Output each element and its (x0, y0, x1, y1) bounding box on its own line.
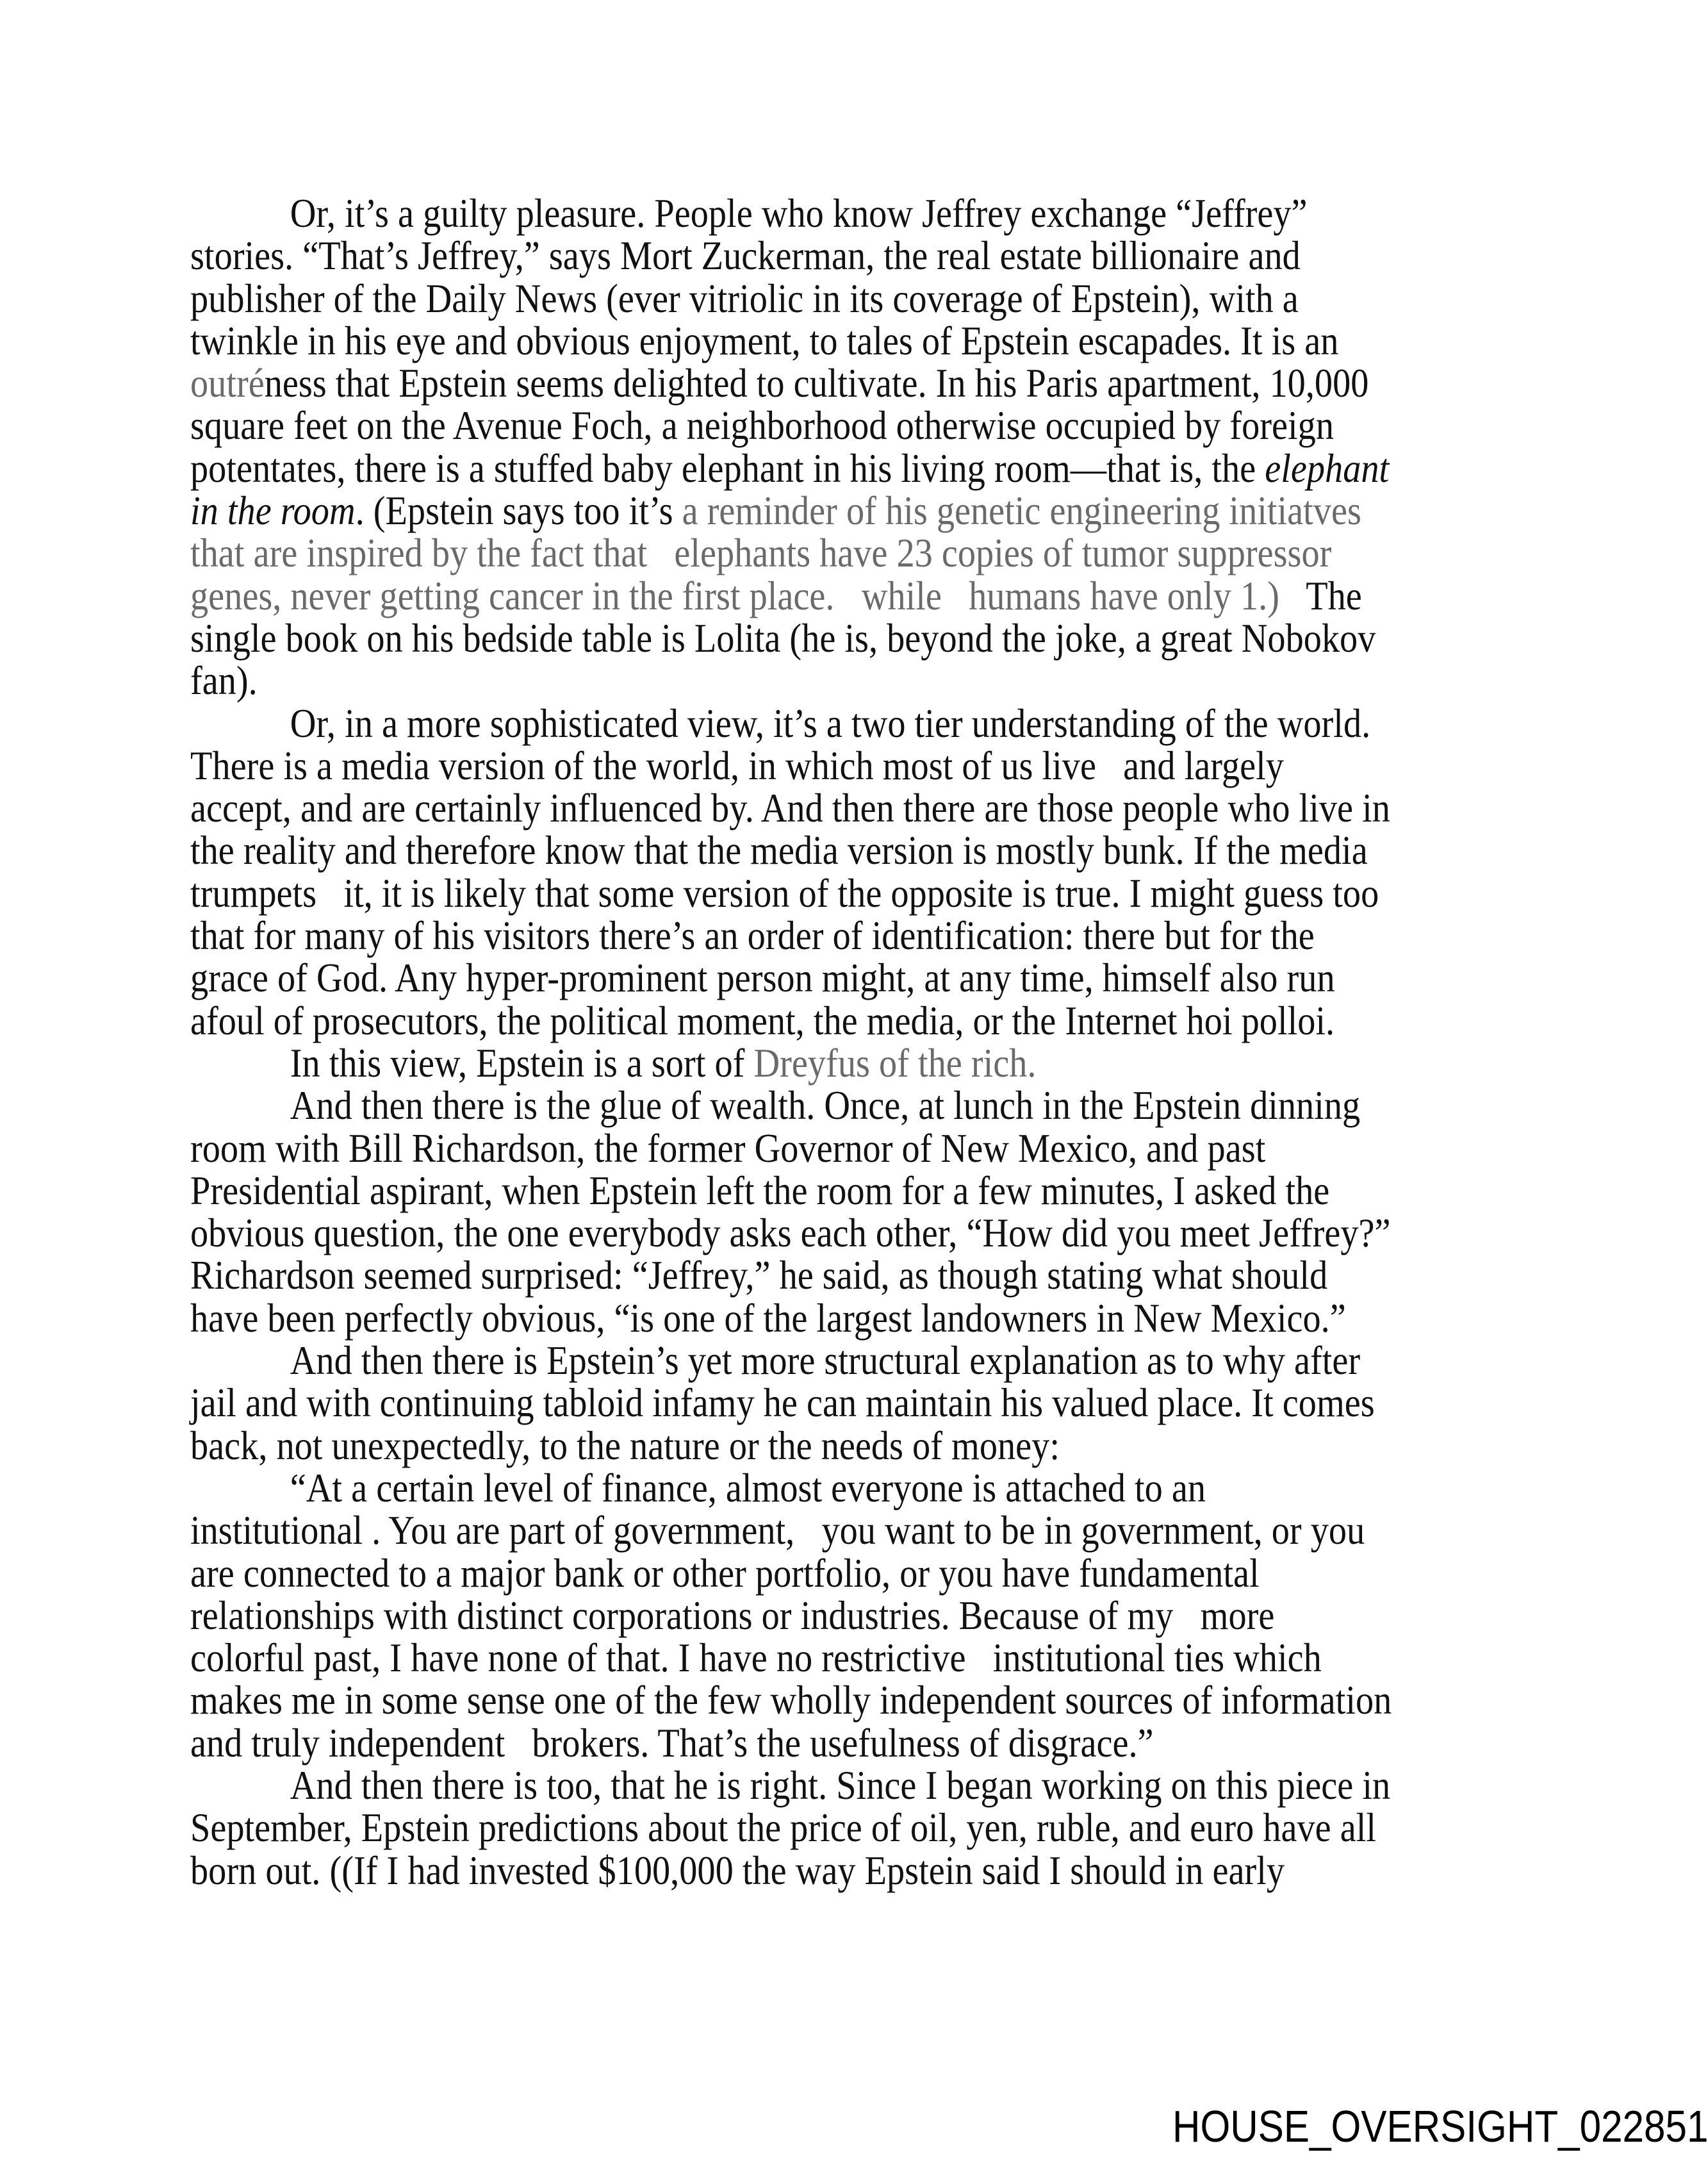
text-segment: are connected to a major bank or other portfolio, or you have fundamental (190, 1550, 1260, 1596)
body-text (190, 192, 1536, 1892)
text-line (190, 785, 1390, 831)
text-segment: potentates, there is a stuffed baby elephant in his living room—that is, the (190, 445, 1265, 491)
paragraph-first-line (190, 1464, 1374, 1510)
text-segment: Or, in a more sophisticated view, it’s a two tier understanding of the world. (290, 700, 1371, 746)
text-segment: colorful past, I have none of that. I have no restrictive institutional ties which (190, 1635, 1322, 1681)
text-segment: makes me in some sense one of the few wholly independent sources of information (190, 1677, 1392, 1723)
text-line (190, 957, 1374, 999)
text-segment: the reality and therefore know that the media version is mostly bunk. If the media (190, 827, 1368, 873)
gray-text-segment: outré (190, 360, 265, 406)
text-segment: twinkle in his eye and obvious enjoyment, to tales of Epstein escapades. It is an (190, 317, 1339, 363)
text-segment: that for many of his visitors there’s an order of identification: there but for the (190, 913, 1315, 959)
text-line (190, 1509, 1374, 1551)
text-segment: ness that Epstein seems delighted to cultivate. In his Paris apartment, 10,000 (264, 360, 1369, 406)
text-segment: trumpets it, it is likely that some version of the opposite is true. I might guess too (190, 870, 1379, 916)
text-segment: and truly independent brokers. That’s the usefulness of disgrace.” (190, 1719, 1154, 1766)
text-segment: And then there is the glue of wealth. Once, at lunch in the Epstein dinning (290, 1082, 1361, 1129)
paragraph-first-line (190, 1084, 1374, 1127)
text-segment: accept, and are certainly influenced by. And then there are those people who live in (190, 785, 1390, 831)
text-line (190, 1849, 1374, 1892)
text-line (190, 659, 1374, 702)
text-line (190, 1677, 1392, 1723)
text-line (190, 914, 1374, 957)
text-segment: relationships with distinct corporations or industries. Because of my more (190, 1592, 1275, 1638)
text-segment: Presidential aspirant, when Epstein left the room for a few minutes, I asked the (190, 1167, 1330, 1213)
paragraph-first-line (190, 192, 1374, 235)
paragraph-first-line (190, 1762, 1391, 1808)
text-segment: Or, it’s a guilty pleasure. People who know Jeffrey exchange “Jeffrey” (290, 190, 1308, 236)
bates-number: HOUSE_OVERSIGHT_022851 (1172, 2101, 1708, 2151)
paragraph-first-line (190, 1039, 1374, 1086)
text-segment: single book on his bedside table is Lolita (he is, beyond the joke, a great Nobokov (190, 615, 1376, 661)
text-line (190, 1805, 1377, 1851)
gray-text-segment: a reminder of his genetic engineering initiatves (682, 488, 1361, 534)
text-line (190, 742, 1374, 788)
text-line (190, 1637, 1374, 1679)
text-line (190, 317, 1374, 363)
text-line (190, 572, 1374, 618)
text-line (190, 235, 1374, 277)
gray-text-segment: genes, never getting cancer in the first place. while humans have only 1.) (190, 572, 1279, 618)
text-line (190, 532, 1374, 574)
text-segment: In this view, Epstein is a sort of (290, 1039, 754, 1086)
text-segment: And then there is too, that he is right. Since I began working on this piece in (290, 1762, 1391, 1808)
text-line (190, 1297, 1374, 1339)
paragraph-first-line (190, 1339, 1374, 1382)
text-segment: publisher of the Daily News (ever vitriolic in its coverage of Epstein), with a (190, 275, 1299, 321)
text-line (190, 1552, 1374, 1594)
text-line (190, 445, 1390, 491)
text-line (190, 870, 1379, 916)
gray-text-segment: Dreyfus of the rich. (753, 1039, 1037, 1086)
text-line (190, 1594, 1374, 1637)
text-line (190, 362, 1374, 404)
text-line (190, 277, 1374, 320)
paragraph-first-line (190, 702, 1374, 745)
text-segment: back, not unexpectedly, to the nature or the needs of money: (190, 1422, 1060, 1468)
text-line (190, 829, 1374, 872)
text-line (190, 1719, 1374, 1766)
text-line (190, 404, 1374, 447)
text-segment: The (1279, 572, 1362, 618)
text-segment: born out. ((If I had invested $100,000 the way Epstein said I should in early (190, 1847, 1285, 1893)
text-segment: institutional . You are part of government, you want to be in government, or you (190, 1507, 1365, 1553)
text-line (190, 1382, 1374, 1424)
text-segment: room with Bill Richardson, the former Governor of New Mexico, and past (190, 1125, 1266, 1171)
text-segment: obvious question, the one everybody asks each other, “How did you meet Jeffrey?” (190, 1210, 1391, 1256)
text-line (190, 617, 1374, 659)
text-segment: jail and with continuing tabloid infamy he can maintain his valued place. It comes (190, 1380, 1375, 1426)
text-line (190, 1210, 1391, 1256)
text-segment: square feet on the Avenue Foch, a neighborhood otherwise occupied by foreign (190, 402, 1334, 449)
text-segment: fan). (190, 658, 258, 704)
text-segment: And then there is Epstein’s yet more structural explanation as to why after (290, 1337, 1361, 1384)
italic-text-segment: in the room (190, 488, 356, 534)
text-line (190, 490, 1374, 532)
text-segment: afoul of prosecutors, the political moment, the media, or the Internet hoi polloi. (190, 997, 1335, 1043)
italic-text-segment: elephant (1265, 445, 1390, 491)
text-segment: September, Epstein predictions about the price of oil, yen, ruble, and euro have all (190, 1805, 1377, 1851)
text-line (190, 1422, 1374, 1468)
text-line (190, 1167, 1374, 1213)
gray-text-segment: that are inspired by the fact that elephants have 23 copies of tumor suppressor (190, 530, 1332, 576)
text-segment: There is a media version of the world, in which most of us live and largely (190, 742, 1284, 788)
text-line (190, 997, 1374, 1043)
text-segment: “At a certain level of finance, almost everyone is attached to an (290, 1464, 1206, 1510)
text-segment: . (Epstein says too it’s (355, 488, 682, 534)
text-segment: have been perfectly obvious, “is one of the largest landowners in New Mexico.” (190, 1295, 1346, 1341)
text-line (190, 1254, 1374, 1296)
text-segment: stories. “That’s Jeffrey,” says Mort Zuckerman, the real estate billionaire and (190, 233, 1301, 279)
text-segment: Richardson seemed surprised: “Jeffrey,” he said, as though stating what should (190, 1252, 1328, 1298)
text-segment: grace of God. Any hyper-prominent person might, at any time, himself also run (190, 955, 1335, 1001)
text-line (190, 1127, 1374, 1170)
